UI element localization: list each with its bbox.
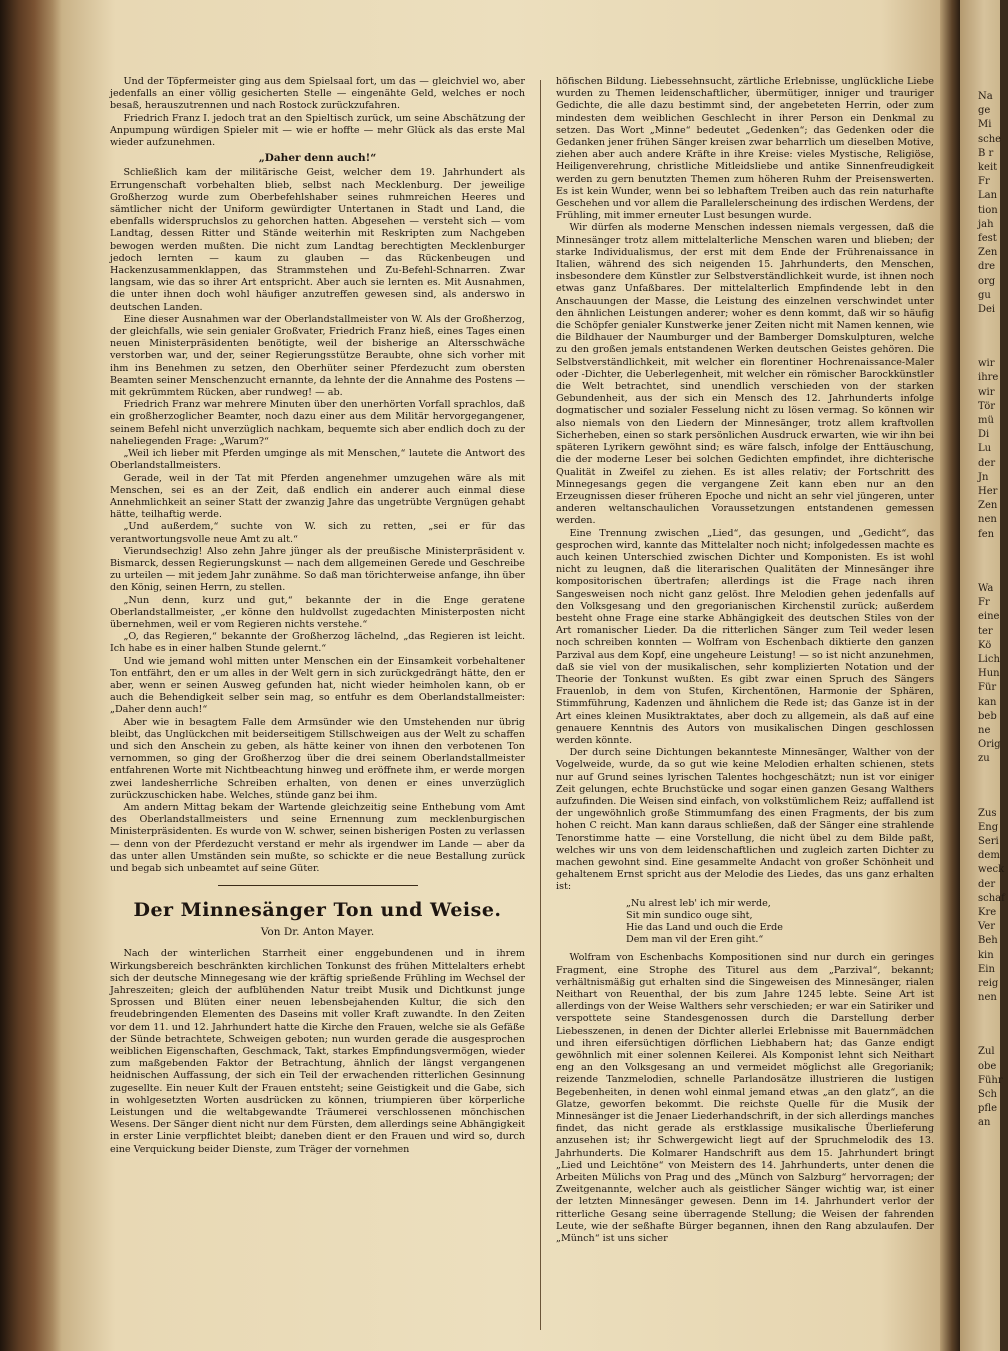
facing-page-fragment: Orig: [978, 739, 1001, 751]
story-body: [110, 167, 525, 875]
paragraph: höfischen Bildung. Liebessehnsucht, zärtliche Erlebnisse, unglückliche Liebe wurden zu Themen leidenschaftlicher, übermütiger, inniger und trauriger Gedichte, die alle dazu bestimmt sind, der angebeteten Herrin, oder zum mindesten dem weiblichen Geschlecht in ihrer Person ein Denkmal zu setzen. Das Wort „Minne“ bedeutet „Gedenken“; das Gedenken oder die Gedanken jener frühen Sänger kreisen zwar beharrlich um dieselben Motive, ziehen aber auch andere Kräfte in ihre Kreise: vieles Mystische, Religiöse, Heiligenverehrung, christliche Mitleidsliebe und antike Sinnenfreudigkeit werden zu gern benutzten Themen zum höheren Ruhm der Preisenswerten. Es ist kein Wunder, wenn bei so lebhaftem Treiben auch das rein naturhafte Geschehen und vor allem die Parallelerscheinung des irdischen Werdens, der Frühling, mit immer erneuter Lust besungen wurde.: [556, 76, 934, 222]
paragraph: Friedrich Franz war mehrere Minuten über den unerhörten Vorfall sprachlos, daß ein großherzoglicher Beamter, noch dazu einer aus dem Militär hervorgegangener, seinem Befehl nicht unverzüglich nachkam, bequemte sich aber endlich doch zu der naheliegenden Frage: „Warum?“: [110, 399, 525, 447]
facing-page-fragment: kin: [978, 949, 994, 961]
facing-page-fragment: obe: [978, 1060, 997, 1072]
facing-page-fragment: Lu: [978, 443, 992, 455]
left-column: [110, 76, 525, 1338]
facing-page-fragment: Fr: [978, 176, 990, 188]
facing-page-fragment: [978, 767, 1008, 807]
facing-page-fragment: [978, 542, 1008, 582]
facing-page-fragment: Führ: [978, 1074, 1003, 1086]
facing-page-fragment: Jn: [978, 471, 989, 483]
verse-line: „Nu alrest leb' ich mir werde,: [626, 897, 771, 909]
page-gutter: [940, 0, 960, 1351]
paragraph: Friedrich Franz I. jedoch trat an den Spieltisch zurück, um seine Abschätzung der Anpumpung würdigen Spieler mit — wie er hoffte — mehr Glück als das erste Mal wieder aufzunehmen.: [110, 112, 525, 149]
facing-page-fragment: schaf: [978, 892, 1005, 904]
article-byline: Von Dr. Anton Mayer.: [260, 926, 375, 939]
facing-page-fragment: Di: [978, 429, 990, 441]
facing-page-fragment: eine: [978, 611, 1000, 623]
facing-page-fragment: dre: [978, 261, 996, 273]
paragraph: Wolfram von Eschenbachs Kompositionen sind nur durch ein geringes Fragment, eine Strophe des Titurel aus dem „Parzival“, bekannt; verhältnismäßig gut erhalten sind die Singeweisen des Minnesänger, rialen Neithart von Reuenthal, der bis zum Jahre 1245 lebte. Seine Art ist allerdings von der Weise Walthers sehr verschieden; er war ein Satiriker und verspottete seine Standesgenossen durch die Darstellung derber Liebesszenen, in denen der Dichter allerlei Erlebnisse mit Bauernmädchen und ihren eifersüchtigen dörflichen Liebhabern hat; das Ganze endigt gewöhnlich mit einer solennen Keilerei. Als Komponist lehnt sich Neithart eng an den Volksgesang an und vermeidet möglichst alle Gregorianik; reizende Tanzmelodien, schnelle Parlandosätze illustrieren die lustigen Begebenheiten, in denen wohl einmal jemand etwas „an den glatz“, an die Glatze, geworfen bekommt. Die reichste Quelle für die Musik der Minnesänger ist die Jenaer Liederhandschrift, in der sich allerdings manches findet, das nicht gerade als erstklassige musikalische Überlieferung anzusehen ist; ihr Schwergewicht liegt auf der Spruchmelodik des 13. Jahrhunderts. Die Kolmarer Handschrift aus dem 15. Jahrhundert bringt „Lied und Leichtöne“ von Meistern des 14. Jahrhunderts, unter denen die Arbeiten Mülichs von Prag und des „Münch von Salzburg“ hervorragen; der Zweitgenannte, welcher auch als geistlicher Sänger wichtig war, ist einer der letzten Minnesänger gewesen. Denn im 14. Jahrhundert verlor der ritterliche Gesang seine überragende Stellung; die Weisen der fahrenden Leute, wie der seßhafte Bürger begannen, ihnen den Rang abzulaufen. Der „Münch“ ist uns sicher: [556, 952, 934, 1245]
facing-page-fragment: Zul: [978, 1046, 995, 1058]
facing-page-fragment: ihre: [978, 372, 999, 384]
paragraph: Eine Trennung zwischen „Lied“, das gesungen, und „Gedicht“, das gesprochen wird, kannte das Mittelalter noch nicht; infolgedessen machte es auch keinen Unterschied zwischen Dichter und Komponisten. Es ist wohl nicht zu leugnen, daß die literarischen Qualitäten der Minnesänger ihre kompositorischen übertrafen; allerdings ist die Frage nach ihren Sangesweisen noch nicht ganz gelöst. Ihre Melodien gehen jedenfalls auf den Volksgesang und den gregorianischen Kirchenstil zurück; außerdem besteht ohne Frage eine starke Abhängigkeit des deutschen Stiles von der Art romanischer Lieder. Da die ritterlichen Sänger zum Teil weder lesen noch schreiben konnten — Wolfram von Eschenbach diktierte den ganzen Parzival aus dem Kopf, eine ungeheure Leistung! — so ist nicht anzunehmen, daß sie viel von der musikalischen, sehr komplizierten Notation und der Theorie der Tonkunst wußten. Es gibt zwar einen Spruch des Sängers Frauenlob, in dem von Stufen, Kirchentönen, Harmonie der Sphären, Stimmführung, Kadenzen und ähnlichem die Rede ist; das Ganze ist in der Art eines kleinen Musiktraktates, aber doch zu allgemein, als daß auf eine genauere Kenntnis des Autors von musikalischen Dingen geschlossen werden könnte.: [556, 527, 934, 746]
facing-page-fragment: beb: [978, 710, 997, 722]
facing-page-fragment: Für: [978, 682, 997, 694]
paragraph: Wir dürfen als moderne Menschen indessen niemals vergessen, daß die Minnesänger trotz allem mittelalterliche Menschen waren und blieben; der starke Individualismus, der erst mit dem Ende der Frührenaissance in Italien, während des sich neigenden 15. Jahrhunderts, den Menschen, insbesondere dem Künstler zur Selbstverständlichkeit wurde, ist ihnen noch etwas ganz Unfaßbares. Der mittelalterlich Empfindende lebt in den Anschauungen der Masse, die Leistung des einzelnen verschwindet unter den ähnlichen Leistungen anderer; woher es denn kommt, daß wir so häufig die Schöpfer genialer Kunstwerke jener Zeiten nicht mit Namen kennen, wie die Bildhauer der Naumburger und der Bamberger Domskulpturen, welche zu den großen jemals entstandenen Werken deutschen Geistes gehören. Die Selbstverständlichkeit, mit welcher ein florentiner Hochrenaissance-Maler oder -Dichter, die Ueberlegenheit, mit welcher ein römischer Barockkünstler die Welt betrachtet, sind unendlich verschieden von der starken Gebundenheit, aus der sich ein Mensch des 12. Jahrhunderts infolge dogmatischer und sozialer Fesselung nicht zu lösen vermag. So können wir also niemals von den Liedern der Minnesänger, trotz allem kraftvollen Sicherheben, einen so stark persönlichen Ausdruck erwarten, wie wir ihn bei späteren Lyrikern gewöhnt sind; es wäre falsch, infolge der Enttäuschung, die der moderne Leser bei solchen Gedichten empfindet, ihre dichterische Qualität in Zweifel zu ziehen. Es ist alles relativ; der Fortschritt des Minnegesangs gegen die vergangene Zeit kann eben nur an den Erzeugnissen dieser früheren Epoche und nicht an sehr viel jüngeren, unter anderen weltanschaulichen Voraussetzungen entstandenen gemessen werden.: [556, 222, 934, 527]
paragraph: „Nun denn, kurz und gut,“ bekannte der in die Enge geratene Oberlandstallmeister, „er könne den huldvollst zugedachten Ministerposten nicht übernehmen, weil er vom Regieren nichts verstehe.“: [110, 594, 525, 630]
facing-page-fragment: Na: [978, 91, 993, 102]
facing-page-fragment: nen: [978, 992, 997, 1004]
story-subheading: „Daher denn auch!“: [258, 152, 377, 165]
facing-page-fragment: weck: [978, 864, 1005, 876]
facing-page-fragment: sche: [978, 133, 1002, 145]
book-binding: [0, 0, 62, 1351]
facing-page-fragment: der: [978, 457, 996, 469]
facing-page-fragment: wir: [978, 358, 995, 370]
facing-page-fragment: Lich: [978, 653, 1000, 665]
section-rule: [218, 885, 418, 886]
facing-page-fragment: kan: [978, 696, 997, 708]
facing-page-fragment: pfle: [978, 1103, 997, 1115]
facing-page-fragment: Beh: [978, 935, 998, 947]
facing-page-fragment: Seri: [978, 835, 999, 847]
facing-page-fragment: der: [978, 878, 996, 890]
facing-page-fragment: nen: [978, 514, 997, 526]
facing-page-fragment: [978, 1005, 1008, 1045]
facing-page-fragment: Ein: [978, 963, 995, 975]
paragraph: Der durch seine Dichtungen bekannteste Minnesänger, Walther von der Vogelweide, wurde, da so gut wie keine Melodien erhalten schienen, stets nur auf Grund seines lyrischen Talentes hochgeschätzt; nun ist vor einiger Zeit gelungen, echte Bruchstücke und sogar einen ganzen Gesang Walthers aufzufinden. Die Weisen sind einfach, von volkstümlichem Reiz; auffallend ist der ungewöhnlich große Stimmumfang des einen Fragments, der bis zum hohen C reicht. Man kann daraus schließen, daß der Sänger eine strahlende Tenorstimme hatte — eine Vorstellung, die nicht übel zu dem Bilde paßt, welches wir uns von dem leidenschaftlichen und zugleich zarten Dichter zu machen gewohnt sind. Eine gesammelte Andacht von großer Schönheit und gehaltenem Ernst spricht aus der Melodie des Liedes, das uns ganz erhalten ist:: [556, 747, 934, 893]
facing-page-fragment: Zus: [978, 807, 997, 819]
facing-page-fragment: Zen: [978, 500, 998, 512]
facing-page-fragment: fen: [978, 528, 995, 540]
facing-page-fragment: B r: [978, 147, 994, 159]
facing-page-fragment: mü: [978, 415, 994, 427]
facing-page-fragment: Mi: [978, 119, 992, 131]
facing-page-fragment: Sch: [978, 1088, 997, 1100]
story-continuation-intro: [110, 76, 525, 149]
facing-page-fragment: Zen: [978, 247, 998, 259]
article-body-start: [110, 948, 525, 1155]
article-body-end: [556, 952, 934, 1245]
facing-page-fragment: Eng: [978, 821, 999, 833]
paragraph: „Und außerdem,“ suchte von W. sich zu retten, „sei er für das verantwortungsvolle neue Amt zu alt.“: [110, 521, 525, 545]
verse-line: Sit min sundico ouge siht,: [626, 909, 753, 921]
facing-page-fragment: zu: [978, 753, 990, 765]
facing-page-fragment: Ver: [978, 921, 996, 933]
facing-page-fragment: Tör: [978, 400, 996, 412]
facing-page-fragment: Her: [978, 486, 998, 498]
column-divider: [540, 80, 541, 1330]
paragraph: Aber wie in besagtem Falle dem Armsünder wie den Umstehenden nur übrig bleibt, das Unglückchen mit beiderseitigem Stillschweigen aus der Welt zu schaffen und sich den Anschein zu geben, als hätte keiner von ihnen den verbotenen Ton vernommen, so ging der Großherzog über die drei seinem Oberlandstallmeister entfahrenen Worte mit Nichtbeachtung hinweg und eröffnete ihm, er werde morgen zwei landesherrliche Schreiben erhalten, von denen er eines unverzüglich zurückzuschicken habe. Welches, stünde ganz bei ihm.: [110, 716, 525, 801]
facing-page-fragment: Kö: [978, 639, 992, 651]
facing-page-text-fragments: [978, 90, 1008, 1131]
verse-line: Hie das Land und ouch die Erde: [626, 922, 783, 934]
paragraph: Und wie jemand wohl mitten unter Menschen ein der Einsamkeit vorbehaltener Ton entfährt, den er um alles in der Welt gern in sich zurückgedrängt hätte, den er aber, wenn er seinen Ausweg gefunden hat, nicht wieder heimholen kann, ob er auch die Behendigkeit selber sein mag, so entfuhr es dem Oberlandstallmeister: „Daher denn auch!“: [110, 655, 525, 716]
facing-page-fragment: keit: [978, 162, 998, 174]
facing-page-fragment: wir: [978, 386, 995, 398]
facing-page-fragment: Fr: [978, 597, 990, 609]
paragraph: Schließlich kam der militärische Geist, welcher dem 19. Jahrhundert als Errungenschaft vorbehalten blieb, selbst nach Mecklenburg. Der jeweilige Großherzog wurde zum Oberbefehlshaber seines ruhmreichen Heeres und sämtlicher nicht der Uniform gewürdigter Untertanen in Stadt und Land, die ebenfalls widerspruchslos zu gehorchen hatten. Abgesehen — versteht sich — vom Landtag, dessen Ritter und Stände weiterhin mit Reskripten zum Nachgeben bewogen werden mußten. Die nicht zum Landtag berechtigten Mecklenburger jedoch lernten — kaum zu glauben — das Rückenbeugen und Hackenzusammenklappen, das Strammstehen und Zu-Befehl-Schnarren. Zwar langsam, wie das so ihrer Art entspricht. Aber auch sie lernten es. Mit Ausnahmen, die unter ihnen doch wohl häufiger anzutreffen gewesen sind, als anderswo in deutschen Landen.: [110, 167, 525, 313]
facing-page-fragment: Kre: [978, 906, 997, 918]
facing-page-fragment: an: [978, 1117, 991, 1129]
facing-page-fragment: dem: [978, 850, 1000, 862]
facing-page-fragment: ter: [978, 625, 993, 637]
facing-page-fragment: ne: [978, 724, 991, 736]
facing-page-fragment: jah: [978, 218, 994, 230]
paragraph: Nach der winterlichen Starrheit einer enggebundenen und in ihrem Wirkungsbereich beschränkten kirchlichen Tonkunst des frühen Mittelalters erhebt sich der deutsche Minnegesang wie der kräftig sprießende Frühling im Wechsel der Jahreszeiten; gleich der aufblühenden Natur treibt Musik und Dichtkunst junge Sprossen und Blüten einer neuen lebensbejahenden Kultur, die sich den freudebringenden Elementen des Daseins mit voller Kraft zuwandte. In den Zeiten vor dem 11. und 12. Jahrhundert hatte die Kirche den Frauen, welche sie als Gefäße der Sünde betrachtete, Schweigen geboten; nun wurden gerade die ausgesprochen weiblichen Eigenschaften, Geschmack, Takt, starkes Empfindungsvermögen, wieder zum maßgebenden Faktor der Betrachtung, ähnlich der längst vergangenen heidnischen Auffassung, der sich ein Teil der erwachenden ritterlichen Gesinnung zugesellte. Ein neuer Kult der Frauen entsteht; seine Geistigkeit und die Gabe, sich in wohlgesetzten Worten ausdrücken zu können, triumpieren über körperliche Leistungen und die weltabgewandte Träumerei verschlossenen mönchischen Wesens. Der Sänger dient nicht nur dem Fürsten, dem allerdings seine Abhängigkeit in erster Linie verpflichtet bleibt; daneben dient er den Frauen und wird so, durch eine Verquickung beider Dienste, zum Träger der vornehmen: [110, 948, 525, 1155]
paragraph: Eine dieser Ausnahmen war der Oberlandstallmeister von W. Als der Großherzog, der gleichfalls, wie sein genialer Großvater, Friedrich Franz hieß, eines Tages einen neuen Ministerpräsidenten benötigte, weil der bisherige an Altersschwäche verstorben war, und der, seiner Regierungsstütze Beraubte, ohne sich vorher mit ihm ins Benehmen zu setzen, den Oberhüter seiner Pferdezucht zum obersten Beamten seiner Menschenzucht ernannte, da lehnte der die Annahme des Postens — mit gekrümmtem Rücken, aber rundweg! — ab.: [110, 313, 525, 399]
paragraph: Am andern Mittag bekam der Wartende gleichzeitig seine Enthebung vom Amt des Oberlandstallmeisters und seine Ernennung zum mecklenburgischen Ministerpräsidenten. Es wurde von W. schwer, seinen bisherigen Posten zu verlassen — denn von der Pferdezucht verstand er mehr als irgendwer im Lande — aber da das unter allen Umständen sein mußte, so schickte er die neue Bestallung zurück und begab sich unbeamtet auf seine Güter.: [110, 801, 525, 874]
facing-page-fragment: fest: [978, 233, 997, 245]
paragraph: „Weil ich lieber mit Pferden umginge als mit Menschen,“ lautete die Antwort des Oberlandstallmeisters.: [110, 448, 525, 472]
facing-page-fragment: Wa: [978, 582, 994, 594]
facing-page-fragment: Hun: [978, 668, 1000, 680]
article-body-continued: [556, 76, 934, 894]
right-column: [556, 76, 934, 1338]
facing-page-fragment: [978, 317, 1008, 357]
facing-page-fragment: reig: [978, 977, 999, 989]
facing-page-fragment: ge: [978, 105, 991, 117]
facing-page-fragment: org: [978, 275, 996, 287]
article-title: Der Minnesänger Ton und Weise.: [133, 899, 502, 922]
facing-page-fragment: gu: [978, 289, 991, 301]
paragraph: „O, das Regieren,“ bekannte der Großherzog lächelnd, „das Regieren ist leicht. Ich habe es in einer halben Stunde gelernt.“: [110, 631, 525, 655]
facing-page-fragment: Dei: [978, 304, 996, 316]
facing-page-fragment: Lan: [978, 190, 998, 202]
paragraph: Gerade, weil in der Tat mit Pferden angenehmer umzugehen wäre als mit Menschen, sei es an der Zeit, daß endlich ein anderer auch einmal diese Annehmlichkeit an seiner Statt der zwanzig Jahre das ungetrübte Vergnügen gehabt hätte, teilhaftig werde.: [110, 472, 525, 521]
paragraph: Vierundsechzig! Also zehn Jahre jünger als der preußische Ministerpräsident v. Bismarck, dessen Regierungskunst — nach dem allgemeinen Gerede und Geschreibe zu urteilen — mit jedem Jahr zunähme. So daß man törichterweise anfange, ihn über den König, seinen Herrn, zu stellen.: [110, 545, 525, 594]
paragraph: Und der Töpfermeister ging aus dem Spielsaal fort, um das — gleichviel wo, aber jedenfalls an einer völlig gesicherten Stelle — eingenähte Geld, welches er noch besaß, herauszutrennen und nach Rostock zurückzufahren.: [110, 76, 525, 112]
facing-page-fragment: tion: [978, 204, 998, 216]
verse-quotation: [626, 898, 934, 947]
verse-line: Dem man vil der Eren giht.“: [626, 934, 764, 946]
